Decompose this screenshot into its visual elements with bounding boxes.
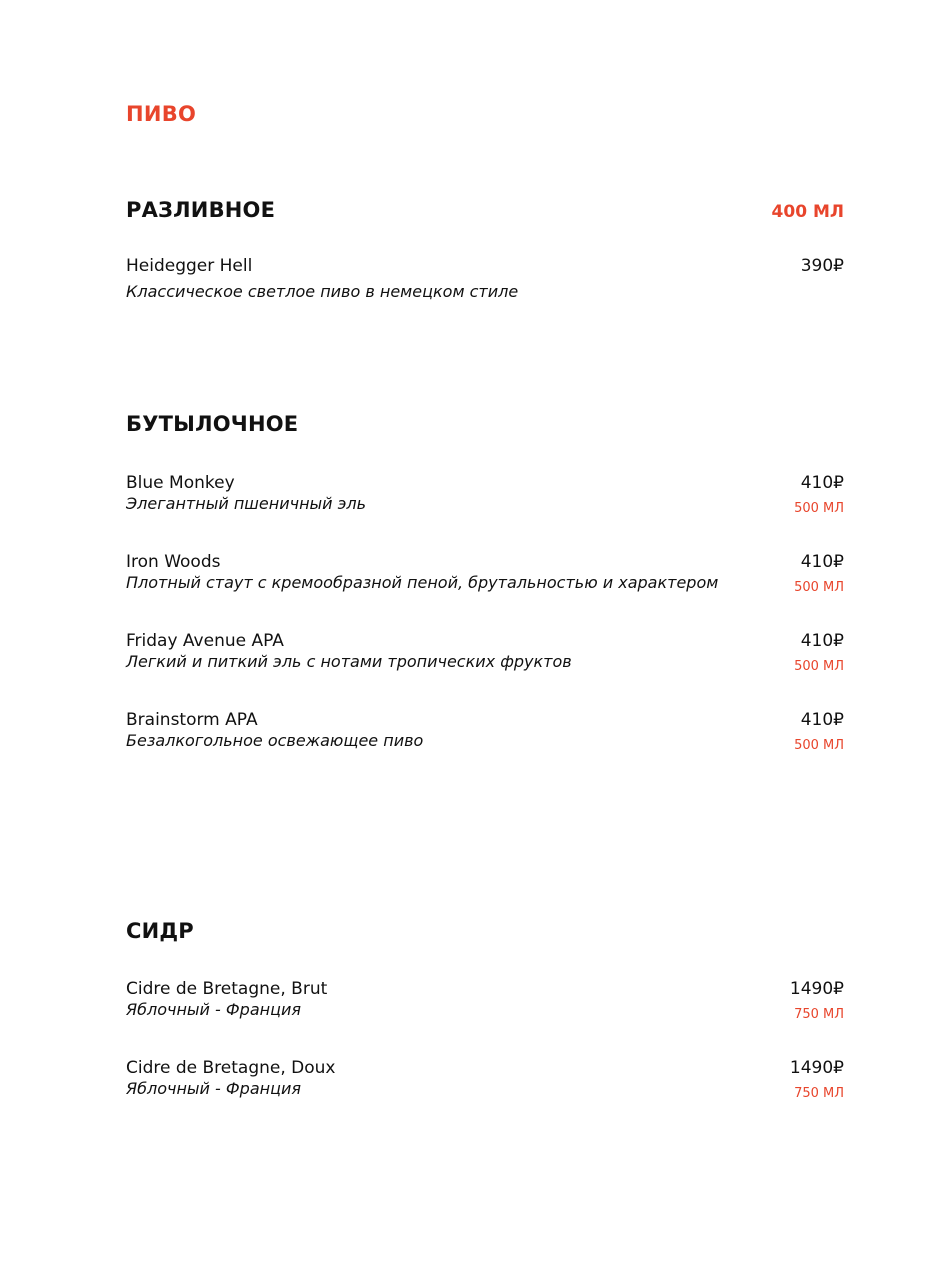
menu-title: ПИВО — [126, 102, 197, 126]
item-price: 1490₽ — [789, 1058, 844, 1078]
item-volume: 500 МЛ — [794, 659, 844, 674]
item-volume: 500 МЛ — [794, 738, 844, 753]
item-name: Heidegger Hell — [126, 256, 253, 276]
item-description: Безалкогольное освежающее пиво — [126, 731, 424, 750]
section-heading: РАЗЛИВНОЕ — [126, 198, 276, 222]
item-description: Легкий и питкий эль с нотами тропических фруктов — [126, 652, 572, 671]
item-price: 410₽ — [800, 473, 844, 493]
item-name: Iron Woods — [126, 552, 221, 572]
item-name: Blue Monkey — [126, 473, 235, 493]
item-name: Brainstorm APA — [126, 710, 258, 730]
menu-item — [126, 256, 844, 316]
section-heading: БУТЫЛОЧНОЕ — [126, 412, 299, 436]
menu-item — [126, 1058, 844, 1118]
item-description: Классическое светлое пиво в немецком стиле — [126, 282, 519, 301]
item-name: Cidre de Bretagne, Brut — [126, 979, 328, 999]
section-volume: 400 МЛ — [771, 202, 844, 222]
menu-item — [126, 631, 844, 691]
menu-item — [126, 979, 844, 1039]
item-price: 390₽ — [800, 256, 844, 276]
menu-item — [126, 473, 844, 533]
item-description: Элегантный пшеничный эль — [126, 494, 367, 513]
item-volume: 750 МЛ — [794, 1007, 844, 1022]
item-price: 410₽ — [800, 552, 844, 572]
item-description: Плотный стаут с кремообразной пеной, брутальностью и характером — [126, 573, 719, 592]
item-volume: 750 МЛ — [794, 1086, 844, 1101]
menu-item — [126, 552, 844, 612]
item-price: 410₽ — [800, 710, 844, 730]
item-name: Friday Avenue APA — [126, 631, 284, 651]
menu-item — [126, 710, 844, 770]
item-price: 1490₽ — [789, 979, 844, 999]
item-description: Яблочный - Франция — [126, 1000, 301, 1019]
item-volume: 500 МЛ — [794, 580, 844, 595]
item-price: 410₽ — [800, 631, 844, 651]
item-name: Cidre de Bretagne, Doux — [126, 1058, 336, 1078]
section-heading: СИДР — [126, 919, 194, 943]
item-description: Яблочный - Франция — [126, 1079, 301, 1098]
item-volume: 500 МЛ — [794, 501, 844, 516]
